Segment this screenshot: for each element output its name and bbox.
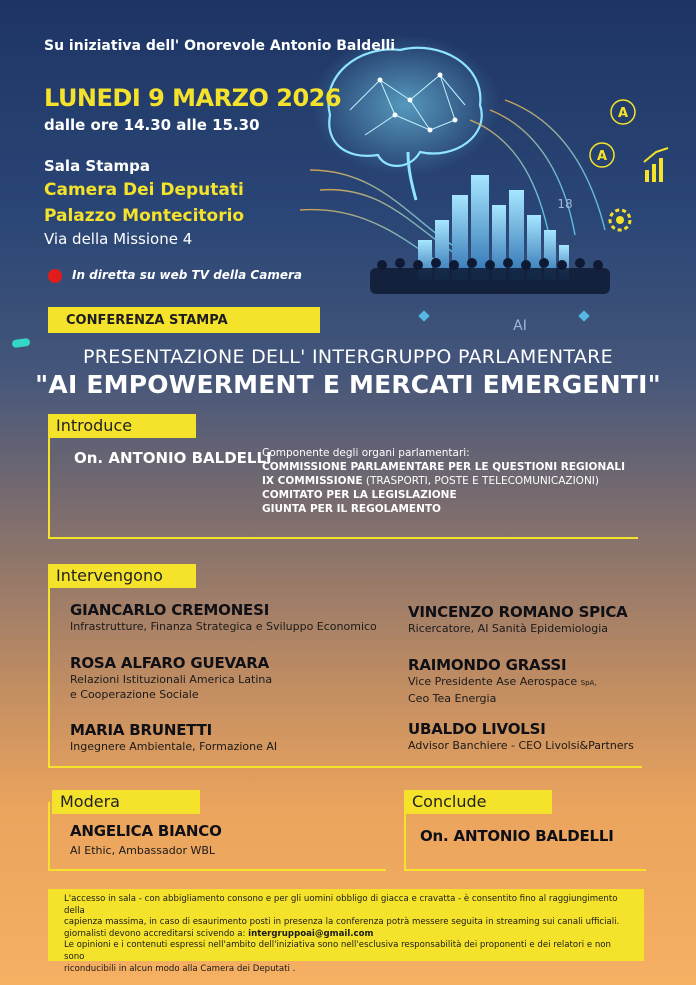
people-silhouettes-icon bbox=[370, 258, 610, 294]
role-line: IX COMMISSIONE bbox=[262, 475, 363, 487]
initiative-text: Su iniziativa dell' Onorevole Antonio Baldelli bbox=[44, 38, 396, 54]
moderator-role: AI Ethic, Ambassador WBL bbox=[70, 844, 216, 857]
speaker-role: Infrastrutture, Finanza Strategica e Sviluppo Economico bbox=[70, 620, 377, 633]
footer-line: Le opinioni e i contenuti espressi nell'ambito dell'iniziativa sono nell'esclusiva responsabilità dei proponenti e dei relatori e non sono bbox=[64, 940, 611, 962]
footer-text: giornalisti devono accreditarsi scivendo a: bbox=[64, 928, 249, 939]
speaker-role: Advisor Banchiere - CEO Livolsi&Partners bbox=[408, 739, 634, 752]
presentation-subtitle: PRESENTAZIONE DELL' INTERGRUPPO PARLAMENTARE bbox=[83, 346, 613, 368]
footer-line bbox=[64, 929, 630, 941]
contact-email: intergruppoai@gmail.com bbox=[248, 928, 374, 939]
speaker-role: Relazioni Istituzionali America Latina bbox=[70, 673, 273, 686]
svg-text:AI: AI bbox=[513, 318, 527, 334]
speaker-card bbox=[408, 656, 638, 706]
introduce-roles bbox=[262, 446, 625, 516]
speaker-card bbox=[70, 721, 390, 754]
footer-notice bbox=[64, 894, 630, 975]
speaker-role bbox=[408, 674, 638, 691]
live-dot-icon bbox=[48, 269, 62, 283]
gear-icon bbox=[610, 210, 630, 230]
speaker-role: Ceo Tea Energia bbox=[408, 692, 497, 705]
speaker-name: VINCENZO ROMANO SPICA bbox=[408, 603, 628, 621]
event-date: LUNEDI 9 MARZO 2026 bbox=[44, 84, 342, 112]
growth-chart-icon bbox=[644, 148, 668, 182]
speaker-card bbox=[70, 654, 390, 702]
venue-address: Via della Missione 4 bbox=[44, 230, 193, 248]
conclusion-label: Conclude bbox=[404, 790, 552, 814]
introduce-name: On. ANTONIO BALDELLI bbox=[74, 449, 272, 467]
live-stream-text: In diretta su web TV della Camera bbox=[72, 268, 302, 282]
role-line: COMMISSIONE PARLAMENTARE PER LE QUESTIONI REGIONALI bbox=[262, 461, 625, 473]
introduce-label: Introduce bbox=[48, 414, 196, 438]
moderator-card bbox=[70, 822, 370, 858]
role-line: (TRASPORTI, POSTE E TELECOMUNICAZIONI) bbox=[365, 475, 599, 487]
diamond-icons bbox=[418, 310, 589, 321]
footer-line: capienza massima, in caso di esaurimento posti in presenza la conferenza potrà messere seguita in streaming sui canali ufficiali. bbox=[64, 917, 620, 928]
venue-chamber: Camera Dei Deputati bbox=[44, 180, 244, 200]
role-line: COMITATO PER LA LEGISLAZIONE bbox=[262, 489, 457, 501]
svg-text:18: 18 bbox=[557, 197, 573, 211]
speaker-name: ROSA ALFARO GUEVARA bbox=[70, 654, 270, 672]
speaker-role: e Cooperazione Sociale bbox=[70, 688, 199, 701]
moderator-name: ANGELICA BIANCO bbox=[70, 822, 222, 840]
speaker-card bbox=[70, 601, 390, 634]
speaker-role: Ricercatore, AI Sanità Epidemiologia bbox=[408, 622, 609, 635]
speaker-card bbox=[408, 603, 638, 636]
speaker-role: Ingegnere Ambientale, Formazione AI bbox=[70, 740, 278, 753]
venue-room: Sala Stampa bbox=[44, 157, 150, 175]
footer-line: L'accesso in sala - con abbigliamento consono e per gli uomini obbligo di giacca e cravatta - è consentito fino al raggiungimento della bbox=[64, 894, 618, 916]
conclusion-name: On. ANTONIO BALDELLI bbox=[420, 827, 614, 845]
footer-line: riconducibili in alcun modo alla Camera dei Deputati . bbox=[64, 963, 296, 974]
speaker-name: GIANCARLO CREMONESI bbox=[70, 601, 270, 619]
speakers-label: Intervengono bbox=[48, 564, 196, 588]
speaker-name: RAIMONDO GRASSI bbox=[408, 656, 567, 674]
svg-text:A: A bbox=[596, 149, 608, 164]
conference-label: CONFERENZA STAMPA bbox=[66, 313, 228, 328]
event-title: "AI EMPOWERMENT E MERCATI EMERGENTI" bbox=[35, 370, 661, 399]
moderator-label: Modera bbox=[52, 790, 200, 814]
role-line: GIUNTA PER IL REGOLAMENTO bbox=[262, 503, 441, 515]
venue-palace: Palazzo Montecitorio bbox=[44, 206, 245, 226]
speaker-role-small: SpA, bbox=[580, 679, 597, 687]
speaker-name: MARIA BRUNETTI bbox=[70, 721, 213, 739]
ai-brain-city-illustration bbox=[290, 20, 696, 340]
speaker-card bbox=[408, 720, 648, 753]
speaker-name: UBALDO LIVOLSI bbox=[408, 720, 546, 738]
speaker-role-text: Vice Presidente Ase Aerospace bbox=[408, 675, 578, 688]
svg-text:A: A bbox=[617, 106, 629, 121]
role-intro: Componente degli organi parlamentari: bbox=[262, 447, 470, 459]
event-time: dalle ore 14.30 alle 15.30 bbox=[44, 116, 260, 134]
